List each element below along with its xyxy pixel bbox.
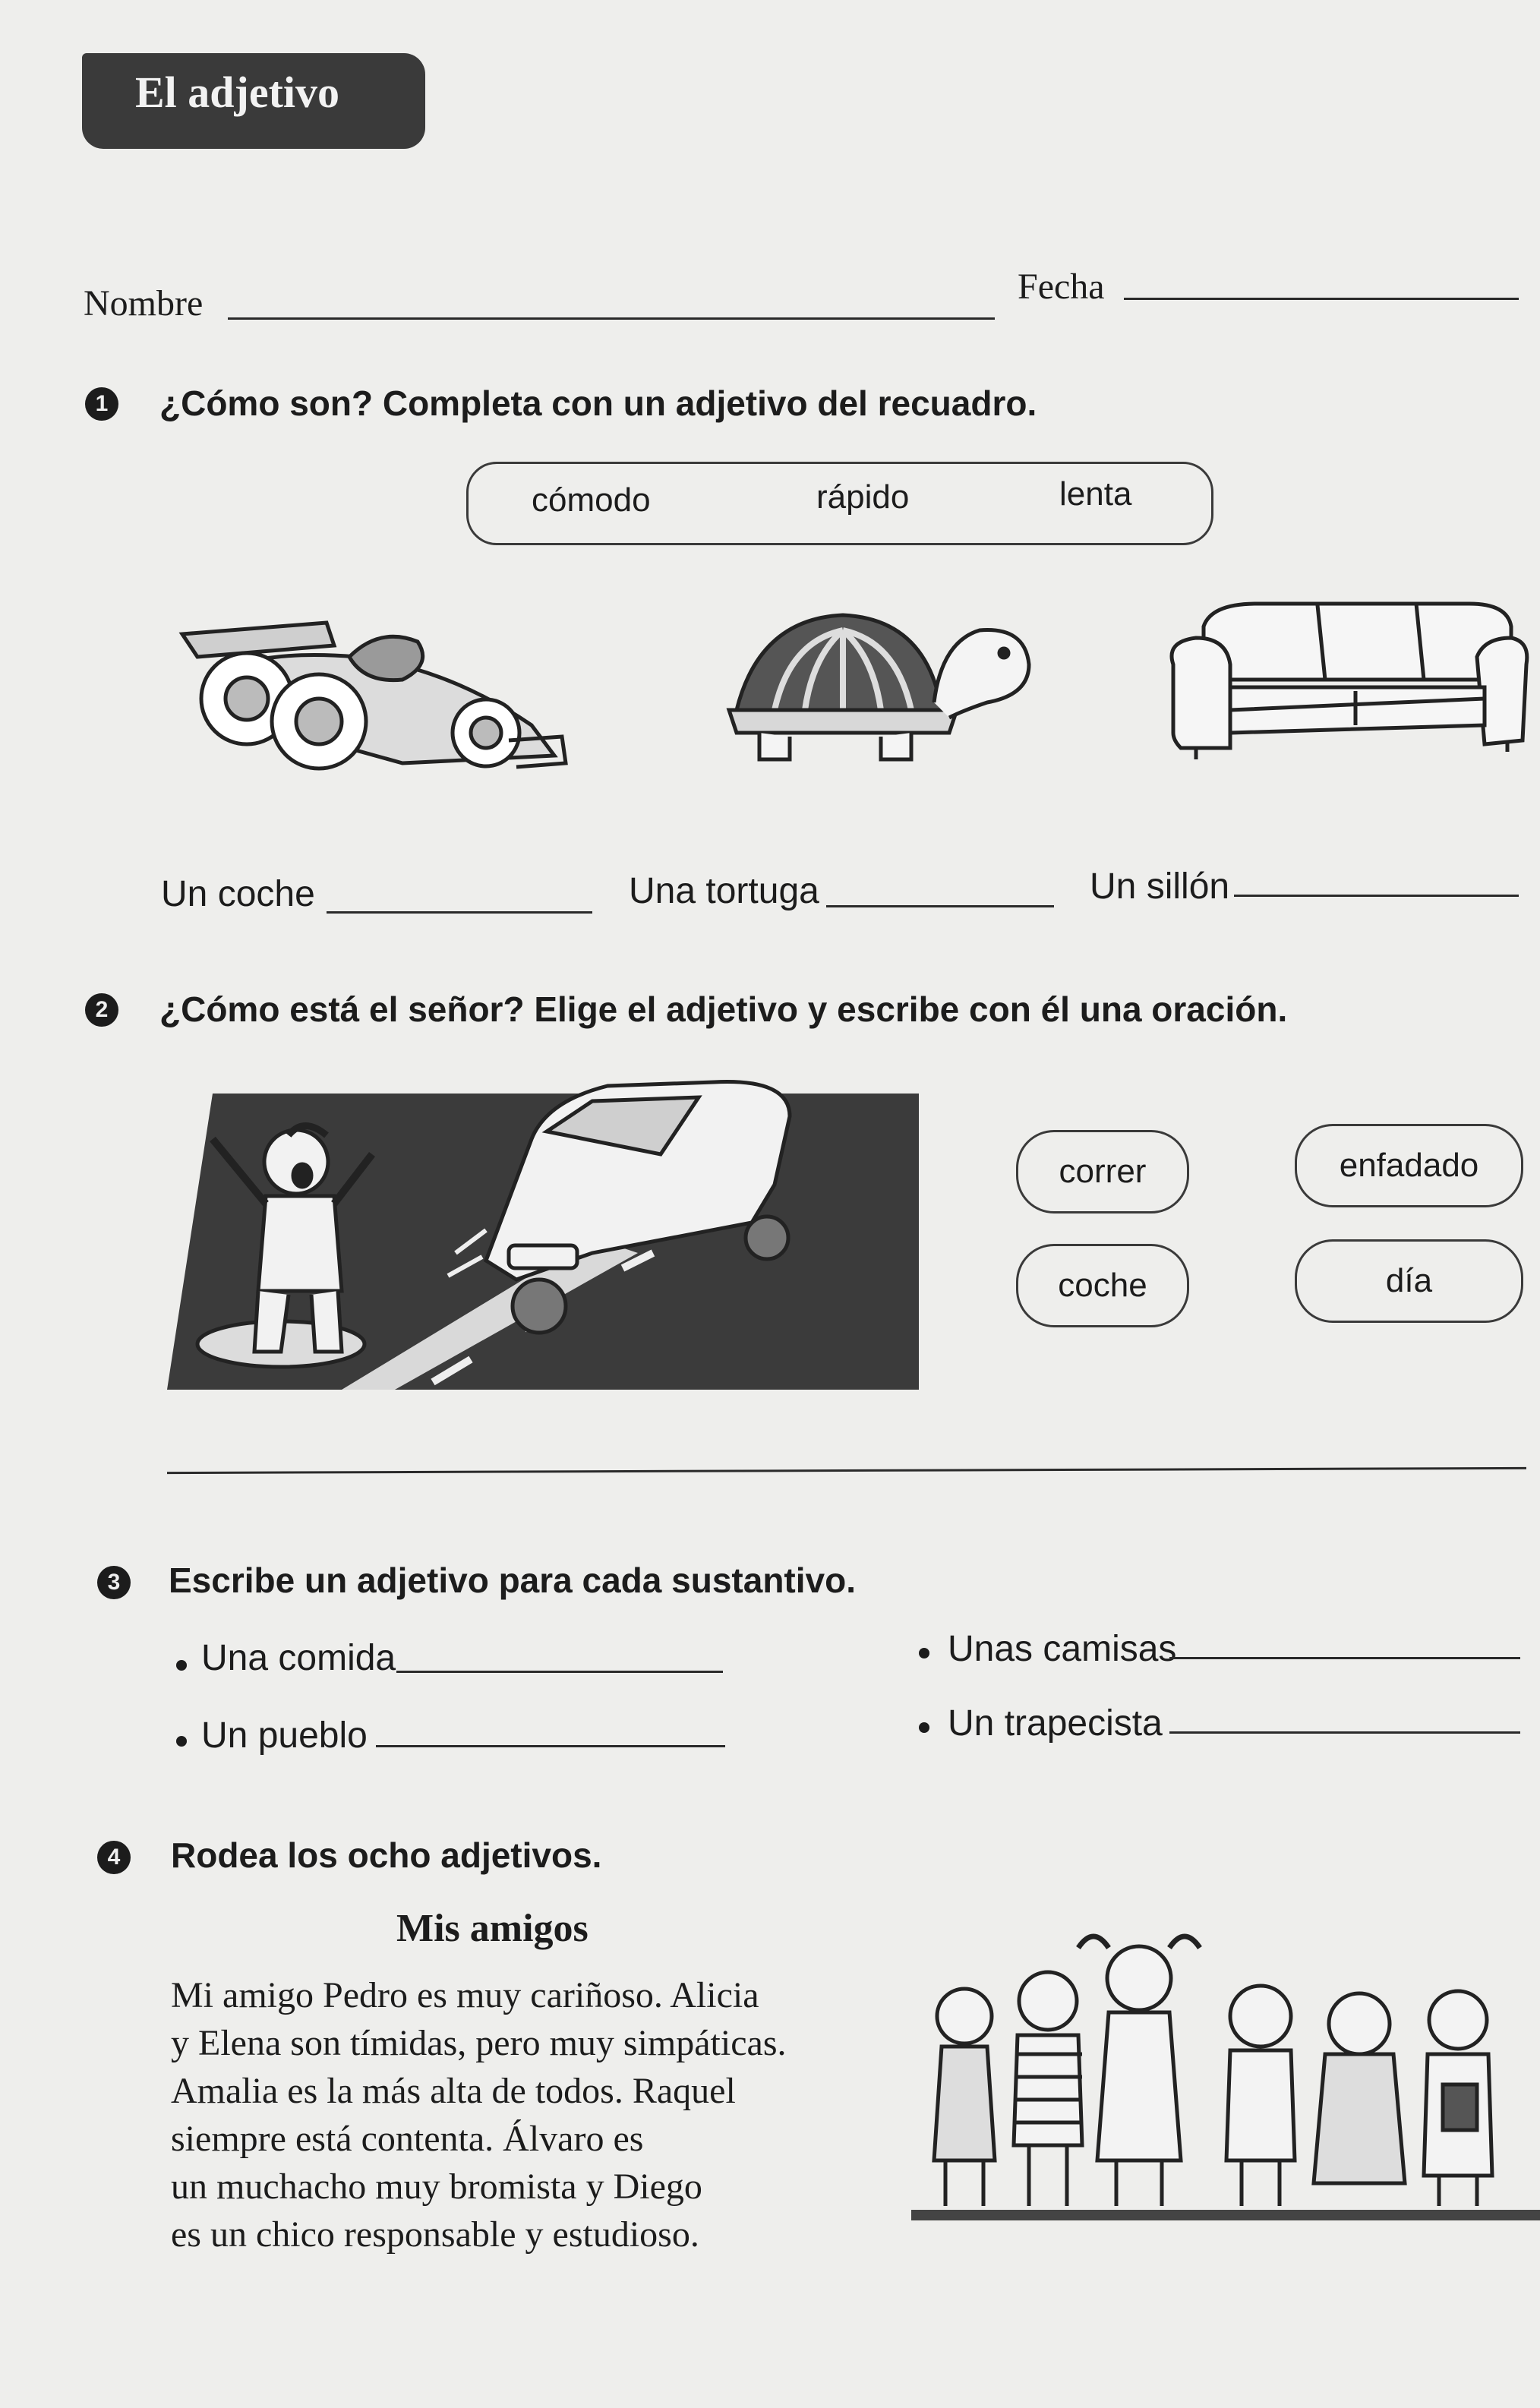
exercise-number: 2 <box>85 993 118 1027</box>
children-group-illustration <box>911 1933 1540 2236</box>
sofa-illustration <box>1166 596 1530 771</box>
story-title: Mis amigos <box>396 1907 589 1950</box>
exercise-instruction: Escribe un adjetivo para cada sustantivo. <box>169 1561 856 1600</box>
item-label: Un coche <box>161 874 315 914</box>
item-label: Una comida <box>201 1638 396 1678</box>
exercise-number: 4 <box>97 1841 131 1874</box>
date-label: Fecha <box>1018 267 1105 307</box>
story-text: Mi amigo Pedro es muy cariñoso. Alicia y Elena son tímidas, pero muy simpáticas. Amalia es la más alta de todos. Raquel siempre está contenta. Álvaro es un muchacho muy bromista y Diego es un chico responsable y estudioso. <box>171 1975 787 2255</box>
option-dia[interactable]: día <box>1295 1239 1523 1323</box>
option-enfadado[interactable]: enfadado <box>1295 1124 1523 1207</box>
word-option: cómodo <box>532 481 651 519</box>
answer-line[interactable] <box>396 1671 723 1673</box>
word-option: rápido <box>816 478 910 516</box>
exercise-instruction: Rodea los ocho adjetivos. <box>171 1835 602 1875</box>
item-label: Una tortuga <box>629 871 819 911</box>
bullet <box>176 1736 187 1747</box>
answer-line[interactable] <box>376 1745 725 1747</box>
bullet <box>176 1660 187 1671</box>
exercise-instruction: ¿Cómo está el señor? Elige el adjetivo y escribe con él una oración. <box>159 989 1288 1029</box>
angry-man-splashed-illustration <box>167 1071 934 1405</box>
option-correr[interactable]: correr <box>1016 1130 1189 1213</box>
answer-line[interactable] <box>1234 895 1519 897</box>
exercise-instruction: ¿Cómo son? Completa con un adjetivo del recuadro. <box>159 383 1037 423</box>
item-label: Un sillón <box>1090 866 1230 907</box>
name-field[interactable] <box>228 317 995 320</box>
word-option: lenta <box>1059 475 1132 513</box>
answer-line[interactable] <box>1169 1731 1520 1734</box>
race-car-illustration <box>175 611 570 778</box>
turtle-illustration <box>729 596 1033 771</box>
page-title: El adjetivo <box>135 68 340 117</box>
option-coche[interactable]: coche <box>1016 1244 1189 1327</box>
item-label: Un pueblo <box>201 1715 368 1756</box>
date-field[interactable] <box>1124 298 1519 300</box>
exercise-number: 1 <box>85 387 118 421</box>
bullet <box>919 1648 929 1658</box>
answer-line[interactable] <box>826 905 1054 907</box>
answer-line[interactable] <box>1169 1657 1520 1659</box>
item-label: Unas camisas <box>948 1629 1177 1669</box>
sentence-answer-line[interactable] <box>167 1467 1526 1474</box>
item-label: Un trapecista <box>948 1703 1163 1744</box>
answer-line[interactable] <box>327 911 592 914</box>
name-label: Nombre <box>84 283 204 323</box>
bullet <box>919 1722 929 1733</box>
exercise-number: 3 <box>97 1566 131 1599</box>
